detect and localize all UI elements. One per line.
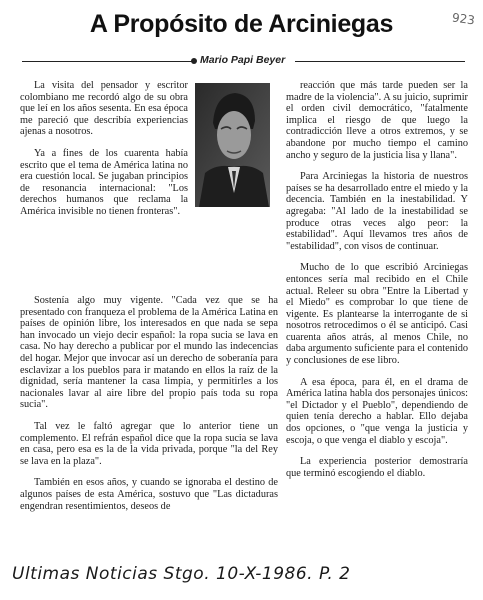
paragraph: Mucho de lo que escribió Arciniegas entonces sería mal recibido en el Chile actual. Releer su obra "Entre la Libertad y el Miedo" es comprobar lo que tiene de vigente. Es plantearse la interrogante de si nosotros retrocedimos o él se anticipó. Casi cuarenta años atrás, al menos Chile, no daba argumento suficiente para el contenido y conclusiones de ese libro. — [286, 262, 468, 367]
byline-bullet — [191, 58, 197, 64]
paragraph: La visita del pensador y escritor colombiano me recordó algo de su obra que leí en los años sesenta. En esa época me pareció que describía experiencias ajenas a nosotros. — [20, 80, 188, 138]
paragraph: reacción que más tarde pueden ser la madre de la violencia". A su juicio, suprimir el orden civil democrático, "fatalmente implica el riesgo de que luego la contradicción lleve a otros extremos, y se abandone por mucho tiempo el camino ancho y seguro de la justicia lisa y llana". — [286, 80, 468, 161]
paragraph: Sostenía algo muy vigente. "Cada vez que se ha presentado con franqueza el problema de la América Latina en países de opinión libre, los interesados en que nada se sepa han invocado un viejo decir español: la ropa sucia se lava en casa. No hay derecho a publicar por el mundo las indecencias del hogar. Mejor que invocar así un derecho de soberanía para esclavizar a los pueblos para ir matando en ellos la raíz de la dignidad, sería mantener la casa limpia, y permitirles a los nacionales lavar al aire libre del propio país toda su ropa sucia". — [20, 295, 278, 411]
column-left-lower — [20, 295, 278, 522]
paragraph: Tal vez le faltó agregar que lo anterior tiene un complemento. El refrán español dice que la ropa sucia se lava en casa, pero esa es la de la vida privada, porque "la del Rey se lava en la plaza". — [20, 420, 278, 467]
margin-handwritten-number: 923 — [451, 10, 476, 28]
paragraph: También en esos años, y cuando se ignoraba el destino de algunos países de esta América, sostuvo que "Las dictaduras engendran resentimientos, deseos de — [20, 477, 278, 512]
column-right — [286, 80, 468, 489]
paragraph: La experiencia posterior demostraría que terminó escogiendo el diablo. — [286, 456, 468, 479]
paragraph: A esa época, para él, en el drama de América latina habla dos personajes únicos: "el Dictador y el Pueblo", dependiendo de quien tenía derecho a hablar. Ello dejaba dos opciones, o "que venga la justicia y escoja, o que venga el diablo y escoja". — [286, 376, 468, 446]
paragraph: Ya a fines de los cuarenta había escrito que el tema de América latina no era cuestión local. Se jugaban principios de resonancia internacional: "Los derechos humanos que reclama la América invisible no tienen fronteras". — [20, 147, 188, 217]
handwritten-source-note: Ultimas Noticias Stgo. 10-X-1986. P. 2 — [12, 564, 351, 584]
article-title: A Propósito de Arciniegas — [89, 10, 394, 38]
column-left-upper — [20, 80, 188, 228]
author-portrait-photo — [195, 83, 270, 207]
byline-rule-left — [22, 61, 192, 62]
article-byline: Mario Papi Beyer — [200, 54, 286, 66]
paragraph: Para Arciniegas la historia de nuestros países se ha desarrollado entre el miedo y la decencia. También en la inestabilidad. Y agregaba: "Al lado de la inestabilidad se produce otras veces algo peor: la estabilidad". Aquí llevamos tres años de "estabilidad", con visos de continuar. — [286, 171, 468, 252]
portrait-image — [195, 83, 270, 207]
byline-rule-right — [295, 61, 465, 62]
